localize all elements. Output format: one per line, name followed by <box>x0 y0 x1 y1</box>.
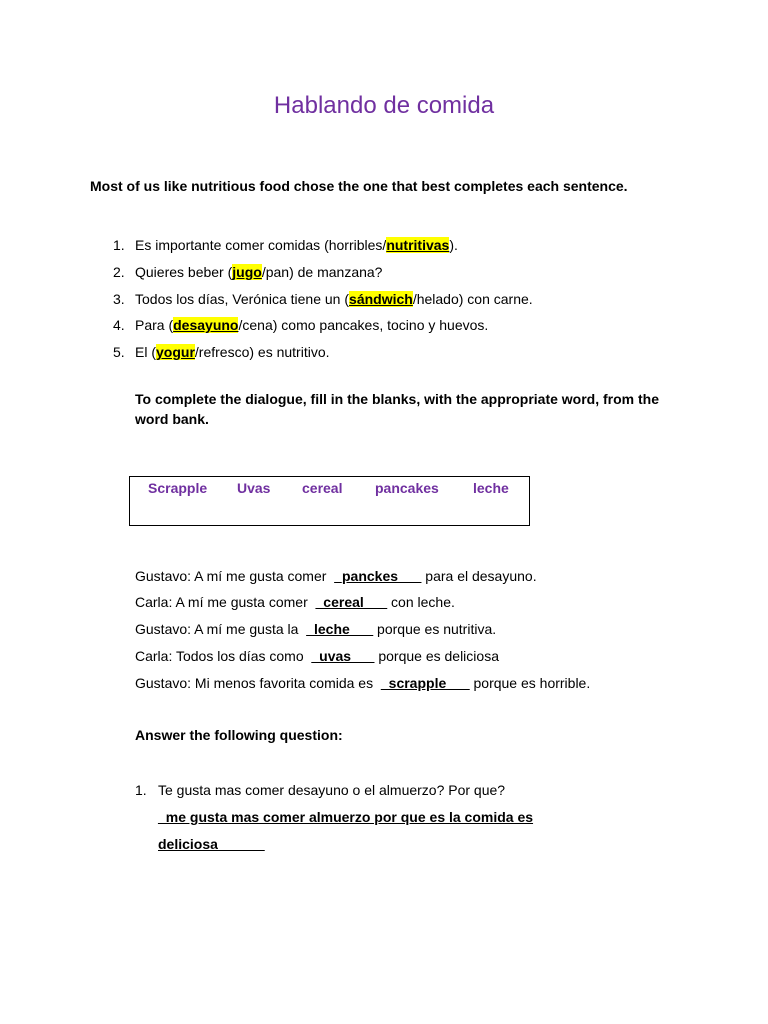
item-text-before: Es importante comer comidas (horribles/ <box>135 237 387 253</box>
item-text-after: /cena) como pancakes, tocino y huevos. <box>238 317 489 333</box>
list-item <box>113 289 613 309</box>
highlighted-answer: sándwich <box>349 291 413 307</box>
section3-instruction: Answer the following question: <box>135 727 343 743</box>
list-item <box>113 235 613 255</box>
dialogue-text-after: porque es nutritiva. <box>373 621 497 637</box>
item-text-after: /refresco) es nutritivo. <box>194 344 330 360</box>
answer-line: deliciosa______ <box>158 836 265 852</box>
dialogue-text-after: porque es horrible. <box>469 675 591 691</box>
item-text-before: Para ( <box>135 317 174 333</box>
list-item <box>113 342 613 362</box>
dialogue-line <box>135 619 496 639</box>
page-title: Hablando de comida <box>273 92 495 119</box>
dialogue-line <box>135 673 590 693</box>
dialogue-answer: _leche___ <box>306 621 374 637</box>
word-bank-item: Uvas <box>237 480 271 496</box>
word-bank <box>129 476 530 526</box>
dialogue-text-before: Carla: A mí me gusta comer <box>135 594 316 610</box>
item-text-after: /helado) con carne. <box>412 291 533 307</box>
section1-instruction: Most of us like nutritious food chose the one that best completes each sentence. <box>90 178 628 194</box>
list-item <box>113 262 613 282</box>
section2-instruction: To complete the dialogue, fill in the blanks, with the appropriate word, from the word bank. <box>135 391 660 427</box>
dialogue-text-before: Gustavo: Mi menos favorita comida es <box>135 675 381 691</box>
dialogue-answer: _uvas___ <box>311 648 375 664</box>
item-text-before: Quieres beber ( <box>135 264 233 280</box>
highlighted-answer: desayuno <box>173 317 239 333</box>
item-number: 2. <box>113 264 125 280</box>
highlighted-answer: yogur <box>156 344 195 360</box>
item-number: 5. <box>113 344 125 360</box>
item-text-before: Todos los días, Verónica tiene un ( <box>135 291 350 307</box>
item-text-after: ). <box>449 237 458 253</box>
dialogue-line <box>135 566 537 586</box>
word-bank-item: pancakes <box>375 480 439 496</box>
dialogue-text-before: Carla: Todos los días como <box>135 648 312 664</box>
list-item <box>113 315 613 335</box>
dialogue-text-after: porque es deliciosa <box>374 648 499 664</box>
highlighted-answer: jugo <box>232 264 262 280</box>
dialogue-answer: _panckes___ <box>334 568 422 584</box>
item-number: 3. <box>113 291 125 307</box>
word-bank-item: Scrapple <box>148 480 208 496</box>
answer-line: _me gusta mas comer almuerzo por que es la comida es <box>158 809 534 825</box>
question-item <box>135 780 635 800</box>
dialogue-line <box>135 592 455 612</box>
word-bank-item: cereal <box>302 480 343 496</box>
item-number: 1. <box>113 237 125 253</box>
item-text-after: /pan) de manzana? <box>261 264 383 280</box>
question-text: Te gusta mas comer desayuno o el almuerzo? Por que? <box>158 782 506 798</box>
dialogue-text-before: Gustavo: A mí me gusta comer <box>135 568 335 584</box>
highlighted-answer: nutritivas <box>386 237 450 253</box>
question-number: 1. <box>135 782 147 798</box>
dialogue-text-before: Gustavo: A mí me gusta la <box>135 621 307 637</box>
dialogue-answer: _cereal___ <box>315 594 388 610</box>
item-number: 4. <box>113 317 125 333</box>
item-text-before: El ( <box>135 344 156 360</box>
word-bank-item: leche <box>473 480 509 496</box>
dialogue-text-after: con leche. <box>387 594 455 610</box>
dialogue-line <box>135 646 499 666</box>
dialogue-text-after: para el desayuno. <box>421 568 537 584</box>
dialogue-answer: _scrapple___ <box>380 675 470 691</box>
